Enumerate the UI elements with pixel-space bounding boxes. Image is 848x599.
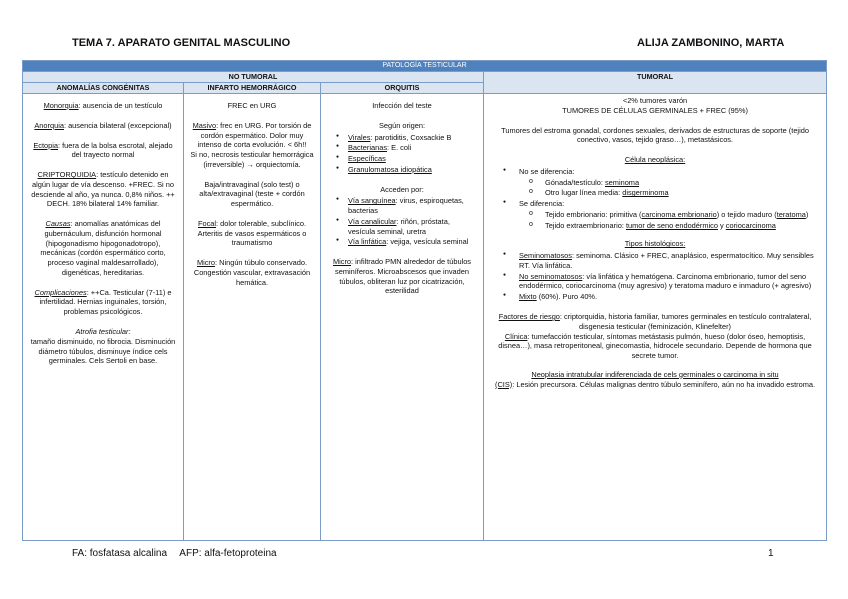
micro-entry (189, 258, 315, 287)
list-item: o Tejido extraembrionario: tumor de seno endodérmico y coriocarcinoma (529, 221, 821, 231)
cell-tumoral (484, 94, 827, 541)
definition: : frec en URG. Por torsión de cordón espermático. Dolor muy intenso de corta evolución. < 6h!! (197, 120, 312, 150)
term: Causas (45, 219, 71, 229)
causas-entry (28, 219, 178, 278)
term: Factores de riesgo (498, 312, 560, 322)
definition: : Lesión precursora. Células malignas dentro túbulo seminífero, aún no ha invadido estroma. (512, 379, 816, 389)
list-item: ● Mixto (60%). Puro 40%. (503, 292, 821, 302)
term: Atrofia testicular (75, 327, 129, 337)
segun-origen: Según origen: (378, 120, 426, 130)
list-item: ● Vía sanguínea: virus, espiroquetas, bacterias (336, 196, 478, 216)
celula-neoplasica-heading: Célula neoplásica: (624, 155, 686, 165)
list-item: ● Vía linfática: vejiga, vesícula seminal (336, 237, 478, 247)
list-item: ● Específicas (336, 154, 478, 164)
term: Focal (197, 218, 217, 228)
definition: : anomalías anatómicas del gubernáculum, disfunción hormonal (hipogonadismo hipogonadotropo), mecánicas (cordón espermático corto, proceso vaginal maldesarrollado), digenéticas, hereditarias. (40, 219, 166, 277)
celula-list (489, 167, 821, 231)
complicaciones-entry (28, 288, 178, 317)
list-item: o Gónada/testículo: seminoma (529, 178, 821, 188)
micro-orquitis-entry (326, 257, 478, 296)
list-item: ● Virales: parotiditis, Coxsackie B (336, 133, 478, 143)
list-item: ● Vía canalicular: riñón, próstata, vesícula seminal, uretra (336, 217, 478, 237)
definition: : dolor tolerable, subclínico. Arteritis de vasos espermáticos o traumatismo (197, 218, 307, 248)
list-item: ● Seminomatosos: seminoma. Clásico + FREC, anaplásico, espermatocítico. Muy sensibles RT. Vía linfática. (503, 251, 821, 271)
definition: : ausencia bilateral (excepcional) (63, 120, 172, 130)
anorquia-entry (28, 121, 178, 131)
col-header-orquitis: ORQUITIS (321, 83, 484, 94)
masivo-entry (189, 121, 315, 150)
footer-afp: AFP: alfa-fetoproteina (179, 548, 277, 559)
baja-alta-text: Baja/intravaginal (solo test) o alta/extravaginal (teste + cordón espermático. (199, 179, 305, 209)
cell-infarto (184, 94, 321, 541)
neoplasia-entry: Neoplasia intratubular indiferenciada de cels germinales o carcinoma in situ (CIS): Lesión precursora. Células malignas dentro túbulo seminífero, aún no ha invadido estroma. (495, 369, 816, 389)
cell-anomalias (23, 94, 184, 541)
tipos-list (489, 251, 821, 302)
term: Micro (196, 258, 216, 268)
acceden-por: Acceden por: (380, 184, 424, 194)
definition: : ausencia de un testículo (78, 101, 163, 110)
list-item: ● No se diferencia: o Gónada/testículo: seminoma o Otro lugar línea media: disgerminoma (503, 167, 821, 198)
term: Complicaciones (34, 287, 87, 297)
pathology-table (22, 60, 827, 541)
tipos-histologicos-heading: Tipos histológicos: (624, 239, 686, 249)
col-header-anomalias: ANOMALÍAS CONGÉNITAS (23, 83, 184, 94)
frec-urg: FREC en URG (227, 101, 277, 110)
footer-fa: FA: fosfatasa alcalina (72, 548, 168, 559)
factores-riesgo-entry (489, 312, 821, 332)
necrosis-text: Si no, necrosis testicular hemorrágica (irreversible) → orquiectomía. (190, 150, 314, 169)
list-item: ● Bacterianas: E. coli (336, 143, 478, 153)
term: Anorquia (34, 120, 64, 130)
term: Clínica (504, 331, 528, 341)
list-item: ● No seminomatosos: vía linfática y hematógena. Carcinoma embrionario, tumor del seno endodérmico, coriocarcinoma (muy agresivo) y teratoma maduro e inmaduro (+ agresivo) (503, 272, 821, 292)
author-name: ALIJA ZAMBONINO, MARTA (637, 37, 785, 49)
definition: : testículo detenido en algún lugar de vía descenso. +FREC. Si no desciende al año, ya nunca. 0,8% niños. ++ DECH. 18% bilateral 14% familiar. (31, 170, 175, 209)
col-header-infarto: INFARTO HEMORRÁGICO (184, 83, 321, 94)
list-item: ● Se diferencia: o Tejido embrionario: primitiva (carcinoma embrionario) o tejido maduro (teratoma) o Tejido extraembrionario: tumor de seno endodérmico y coriocarcinoma (503, 199, 821, 230)
definition: : Ningún túbulo conservado. Congestión vascular, extravasación hemática. (193, 258, 311, 287)
definition: : fuera de la bolsa escrotal, alejado del trayecto normal (58, 140, 173, 160)
infeccion-text: Infección del teste (372, 101, 432, 110)
origen-list (326, 133, 478, 175)
definition: : tumefacción testicular, síntomas metástasis pulmón, hueso (dolor óseo, hemoptisis, disnea…), masa retroperitoneal, ginecomastia, hidrocele secundario. Depende de hormona que secrete tumor. (498, 331, 812, 361)
term: Micro (332, 257, 352, 267)
germinales-text: TUMORES DE CÉLULAS GERMINALES + FREC (95%) (562, 105, 748, 115)
vias-list (326, 196, 478, 247)
page-number: 1 (768, 548, 774, 559)
document-title: TEMA 7. APARATO GENITAL MASCULINO (72, 37, 291, 49)
term: Masivo (192, 120, 217, 130)
table-title: PATOLOGÍA TESTICULAR (23, 61, 827, 72)
clinica-entry (489, 332, 821, 361)
cell-orquitis (321, 94, 484, 541)
definition: : criptorquidia, historia familiar, tumores germinales en testículo contralateral, disgenesia testicular (feminización, Klinefelter) (559, 312, 812, 331)
definition: tamaño disminuido, no fibrocia. Disminución diámetro túbulos, disminuye índice cels germinales. Cels Sertoli en base. (30, 336, 176, 366)
term: CRIPTORQUIDIA (37, 170, 97, 180)
tumoral-header: TUMORAL (484, 72, 827, 94)
focal-entry (189, 219, 315, 248)
term: Ectopia (33, 140, 58, 150)
list-item: ● Granulomatosa idiopática (336, 165, 478, 175)
no-tumoral-header: NO TUMORAL (23, 72, 484, 83)
definition: : infiltrado PMN alrededor de túbulos seminíferos. Microabscesos que invaden túbulos, obliteran luz por cicatrización, esterilidad (335, 257, 472, 296)
ectopia-entry (28, 141, 178, 161)
estroma-text: Tumores del estroma gonadal, cordones sexuales, derivados de estructuras de soporte (tejido conectivo, vasos, tejido graso…), metastásicos. (501, 125, 809, 145)
term: Neoplasia intratubular indiferenciada de cels germinales o carcinoma in situ (531, 369, 779, 379)
pct-tumores: <2% tumores varón (622, 96, 688, 105)
term: Monorquia (43, 101, 79, 110)
criptorquidia-entry (28, 170, 178, 209)
definition: : ++Ca. Testicular (7-11) e infertilidad. Hernias inguinales, torsión, problemas psicológicos. (39, 287, 172, 317)
list-item: o Otro lugar línea media: disgerminoma (529, 188, 821, 198)
list-item: o Tejido embrionario: primitiva (carcinoma embrionario) o tejido maduro (teratoma) (529, 210, 821, 220)
atrofia-entry: Atrofia testicular: tamaño disminuido, no fibrocia. Disminución diámetro túbulos, disminuye índice cels germinales. Cels Sertoli en base. (30, 327, 176, 366)
footer-notes (72, 548, 287, 559)
monorquia-entry (28, 101, 178, 111)
